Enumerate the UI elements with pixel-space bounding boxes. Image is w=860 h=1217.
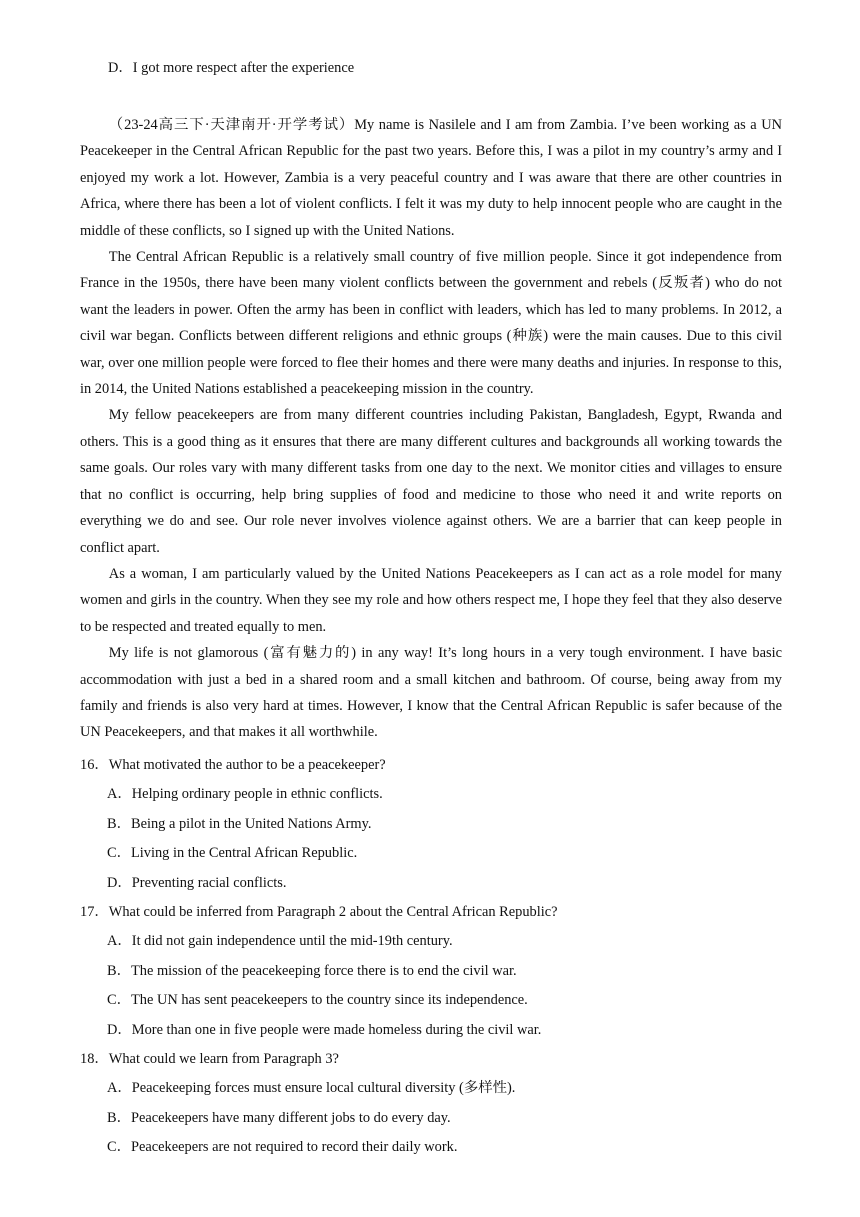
- question-18-stem: 18．What could we learn from Paragraph 3?: [80, 1050, 339, 1067]
- question-16-option-c: C．Living in the Central African Republic.: [107, 845, 358, 862]
- question-17-option-c: C．The UN has sent peacekeepers to the country since its independence.: [107, 992, 528, 1009]
- question-18-option-b: B．Peacekeepers have many different jobs to do every day.: [107, 1109, 451, 1126]
- question-17-option-d: D．More than one in five people were made homeless during the civil war.: [107, 1021, 542, 1038]
- passage-source: （23-24高三下·天津南开·开学考试）: [108, 117, 355, 133]
- question-17-option-a: A．It did not gain independence until the mid-19th century.: [107, 933, 453, 950]
- paragraph-text: My name is Nasilele and I am from Zambia. I’ve been working as a UN Peacekeeper in the Central African Republic for the past two years. Before this, I was a pilot in my country’s army and I enjoyed my work a lot. However, Zambia is a very peaceful country and I was aware that there are other countries in Africa, where there has been a lot of violent conflicts. I felt it was my duty to help innocent people who are caught in the middle of these conflicts, so I signed up with the United Nations.: [80, 117, 782, 239]
- passage-paragraph-5: My life is not glamorous (富有魅力的) in any way! It’s long hours in a very tough environment. I have basic accommodation with just a bed in a shared room and a small kitchen and bathroom. Of course, being away from my family and friends is also very hard at times. However, I know that the Central African Republic is safer because of the UN Peacekeepers, and that makes it all worthwhile.: [80, 645, 782, 741]
- passage-paragraph-2: The Central African Republic is a relatively small country of five million people. Since it got independence from France in the 1950s, there have been many violent conflicts between the government and rebels (反叛者) who do not want the leaders in power. Often the army has been in conflict with leaders, which has led to many problems. In 2012, a civil war began. Conflicts between different religions and ethnic groups (种族) were the main causes. Due to this civil war, over one million people were forced to flee their homes and there were many deaths and injuries. In response to this, in 2014, the United Nations established a peacekeeping mission in the country.: [80, 249, 782, 398]
- previous-question-option: D．I got more respect after the experience: [108, 60, 355, 76]
- question-16-option-d: D．Preventing racial conflicts.: [107, 874, 287, 891]
- reading-passage: [80, 112, 782, 746]
- question-16-option-b: B．Being a pilot in the United Nations Army.: [107, 815, 372, 832]
- question-17-option-b: B．The mission of the peacekeeping force there is to end the civil war.: [107, 962, 517, 979]
- question-18-option-c: C．Peacekeepers are not required to record their daily work.: [107, 1139, 458, 1156]
- passage-paragraph-3: My fellow peacekeepers are from many different countries including Pakistan, Bangladesh, Egypt, Rwanda and others. This is a good thing as it ensures that there are many different cultures and backgrounds all working towards the same goals. Our roles vary with many different tasks from one day to the next. We monitor cities and villages to ensure that no conflict is occurring, help bring supplies of food and medicine to those who need it and write reports on everything we do and see. Our role never involves violence against others. We are a barrier that can keep people in conflict apart.: [80, 407, 782, 556]
- question-list: [80, 751, 782, 1162]
- question-16-stem: 16．What motivated the author to be a peacekeeper?: [80, 757, 386, 773]
- question-17-stem: 17．What could be inferred from Paragraph 2 about the Central African Republic?: [80, 903, 558, 920]
- question-18-option-a: A．Peacekeeping forces must ensure local cultural diversity (多样性).: [107, 1080, 516, 1097]
- question-16-option-a: A．Helping ordinary people in ethnic conflicts.: [107, 786, 383, 803]
- passage-paragraph-4: As a woman, I am particularly valued by the United Nations Peacekeepers as I can act as a role model for many women and girls in the country. When they see my role and how others respect me, I hope they feel that they also deserve to be respected and treated equally to men.: [80, 565, 782, 635]
- passage-paragraph-1: [80, 112, 782, 244]
